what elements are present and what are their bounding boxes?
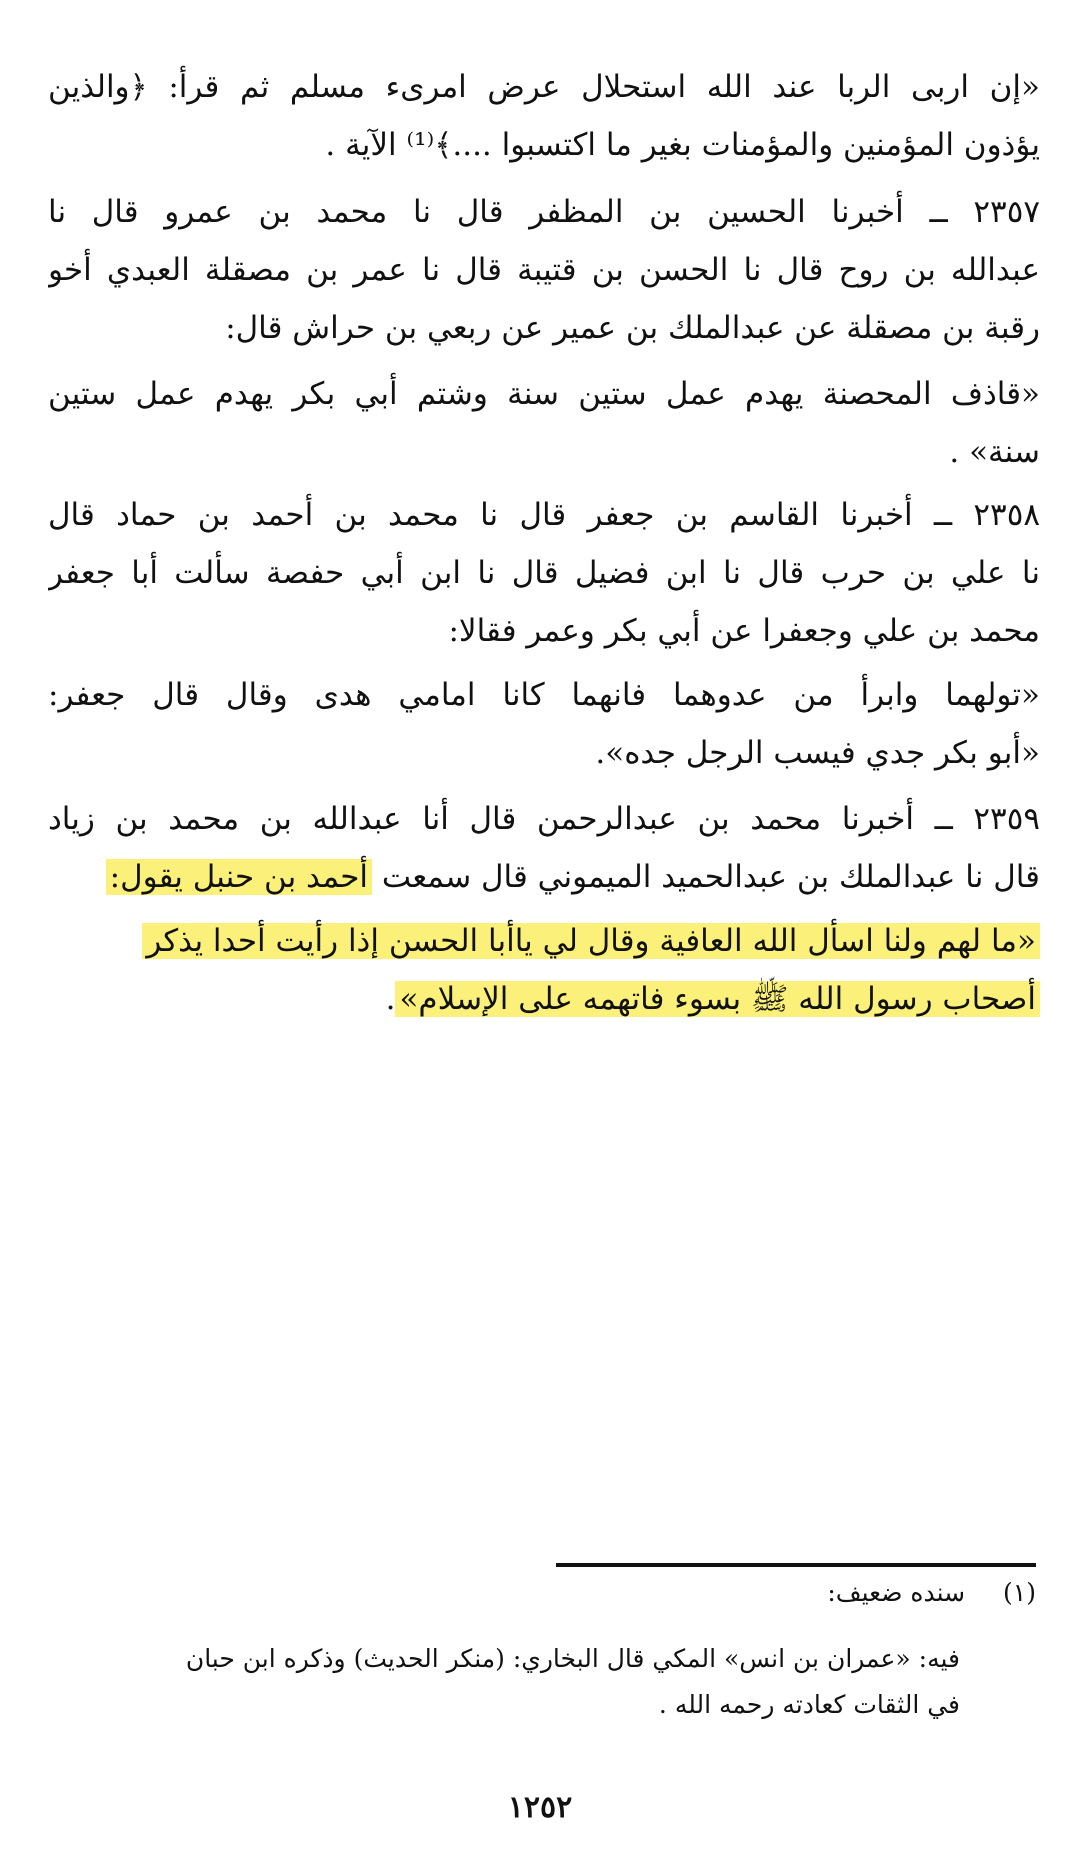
hadith-2357-text — [48, 365, 1040, 481]
text-line — [48, 848, 1040, 906]
footnote-line: في الثقات كعادته رحمه الله . — [658, 1690, 960, 1719]
footnote-marker: (١) — [1003, 1578, 1036, 1607]
text-line — [48, 970, 1040, 1028]
verse-quote-paragraph — [48, 58, 1040, 174]
footnote-body — [186, 1636, 960, 1728]
text-line: «قاذف المحصنة يهدم عمل ستين سنة وشتم أبي بكر يهدم عمل ستين — [48, 376, 1040, 412]
footnote-heading — [827, 1578, 1036, 1607]
text-line: سنة» . — [949, 434, 1040, 470]
footnote-separator — [556, 1563, 1036, 1567]
text-segment: . — [385, 981, 396, 1017]
text-line: محمد بن علي وجعفرا عن أبي بكر وعمر فقالا: — [448, 613, 1040, 649]
hadith-2358-text — [48, 666, 1040, 782]
text-line: «إن اربى الربا عند الله استحلال عرض امرىء مسلم ثم قرأ: ﴿والذين — [48, 69, 1040, 105]
text-segment: قال نا عبدالملك بن عبدالحميد الميموني قال سمعت — [372, 859, 1040, 895]
footnote-line: فيه: «عمران بن انس» المكي قال البخاري: (منكر الحديث) وذكره ابن حبان — [185, 1644, 960, 1673]
highlighted-text: أصحاب رسول الله ﷺ بسوء فاتهمه على الإسلام» — [395, 981, 1040, 1017]
text-line: نا علي بن حرب قال نا ابن فضيل قال نا ابن أبي حفصة سألت أبا جعفر — [48, 555, 1040, 591]
text-line: «أبو بكر جدي فيسب الرجل جده». — [595, 735, 1040, 771]
page-number: ١٢٥٢ — [507, 1790, 573, 1825]
hadith-2357-chain — [48, 183, 1040, 357]
highlighted-text: أحمد بن حنبل يقول: — [106, 859, 372, 895]
highlighted-text: «ما لهم ولنا اسأل الله العافية وقال لي ياأبا الحسن إذا رأيت أحدا يذكر — [142, 923, 1040, 959]
text-line: ٢٣٥٧ ــ أخبرنا الحسين بن المظفر قال نا محمد بن عمرو قال نا — [48, 194, 1040, 230]
text-line: «تولهما وابرأ من عدوهما فانهما كانا امامي هدى وقال قال جعفر: — [48, 677, 1040, 713]
hadith-2359-chain — [48, 790, 1040, 906]
text-line: ٢٣٥٨ ــ أخبرنا القاسم بن جعفر قال نا محمد بن أحمد بن حماد قال — [48, 497, 1040, 533]
text-line — [48, 912, 1040, 970]
text-line: عبدالله بن روح قال نا الحسن بن قتيبة قال نا عمر بن مصقلة العبدي أخو — [48, 252, 1040, 288]
text-line: ٢٣٥٩ ــ أخبرنا محمد بن عبدالرحمن قال أنا عبدالله بن محمد بن زياد — [48, 801, 1040, 837]
hadith-2359-text — [48, 912, 1040, 1028]
text-line: رقبة بن مصقلة عن عبدالملك بن عمير عن ربعي بن حراش قال: — [225, 310, 1040, 346]
footnote-heading-text: سنده ضعيف: — [827, 1578, 966, 1607]
hadith-2358-chain — [48, 486, 1040, 660]
text-line: يؤذون المؤمنين والمؤمنات بغير ما اكتسبوا ....﴾⁽¹⁾ الآية . — [325, 127, 1040, 163]
